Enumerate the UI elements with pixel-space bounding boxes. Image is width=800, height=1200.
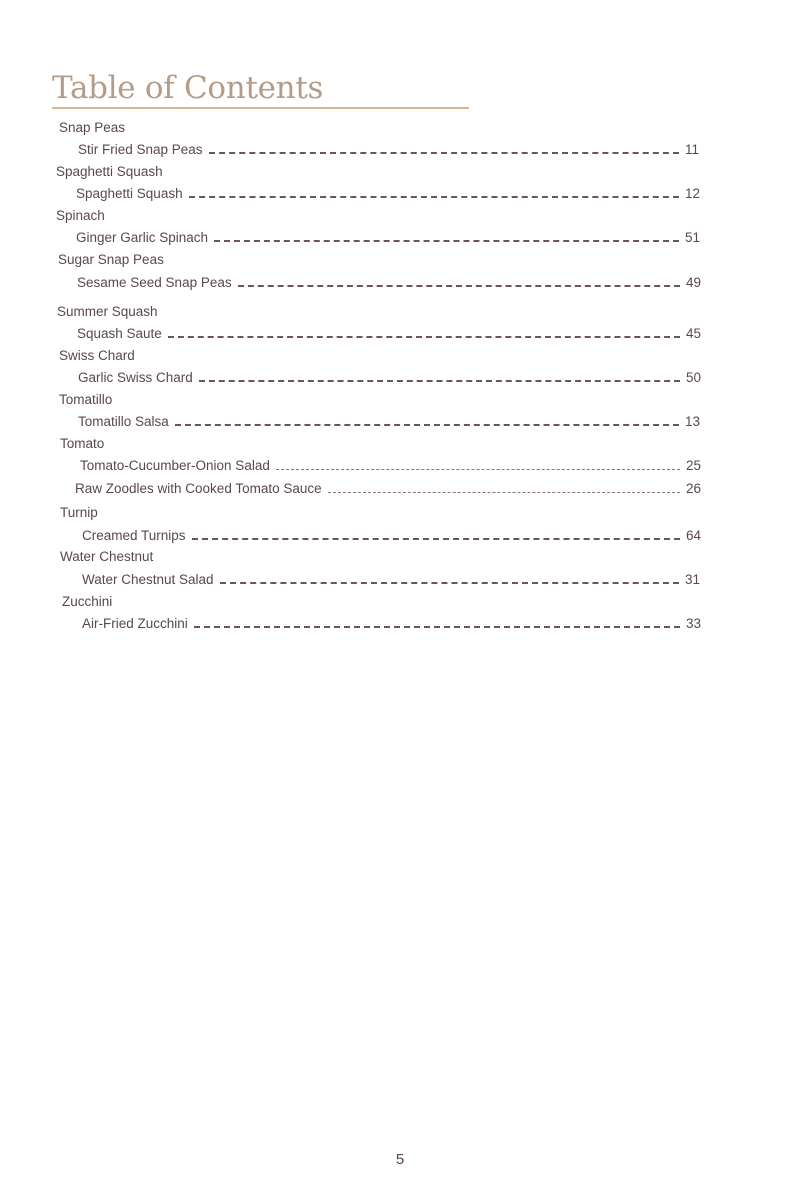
toc-entry-title: Squash Saute: [77, 326, 162, 341]
toc-entry-page: 49: [685, 275, 701, 290]
toc-entry-title: Spaghetti Squash: [76, 186, 183, 201]
toc-category: Water Chestnut: [60, 549, 154, 564]
toc-entry[interactable]: [80, 457, 701, 475]
toc-category: Swiss Chard: [59, 348, 135, 363]
toc-entry-page: 12: [684, 186, 700, 201]
toc-entry-title: Ginger Garlic Spinach: [76, 230, 209, 245]
toc-entry[interactable]: [77, 274, 701, 292]
dot-leader: [192, 538, 680, 540]
toc-entry[interactable]: [78, 369, 701, 387]
toc-category: Snap Peas: [59, 120, 126, 135]
toc-entry-page: 26: [685, 481, 701, 496]
toc-category: Sugar Snap Peas: [58, 252, 164, 267]
toc-category: Turnip: [60, 505, 98, 520]
dot-leader: [209, 152, 679, 154]
toc-entry-title: Tomato-Cucumber-Onion Salad: [80, 458, 270, 473]
toc-entry-page: 11: [684, 142, 699, 157]
toc-category: Zucchini: [62, 594, 113, 609]
page-title: Table of Contents: [52, 70, 324, 106]
toc-entry[interactable]: [82, 615, 701, 633]
page-number: 5: [395, 1151, 405, 1168]
dot-leader: [175, 424, 679, 426]
toc-entry-title: Raw Zoodles with Cooked Tomato Sauce: [75, 481, 322, 496]
toc-entry[interactable]: [78, 413, 700, 431]
toc-category: Summer Squash: [57, 304, 158, 319]
toc-entry-page: 25: [685, 458, 701, 473]
dot-leader: [189, 196, 679, 198]
toc-entry-title: Sesame Seed Snap Peas: [77, 275, 232, 290]
toc-entry-page: 50: [685, 370, 701, 385]
toc-entry[interactable]: [76, 185, 700, 203]
toc-entry[interactable]: [76, 229, 700, 247]
toc-entry-title: Air-Fried Zucchini: [82, 616, 188, 631]
dot-leader: [328, 492, 680, 493]
toc-category: Spaghetti Squash: [56, 164, 163, 179]
toc-entry-page: 51: [684, 230, 700, 245]
toc-entry[interactable]: [77, 325, 701, 343]
toc-entry[interactable]: [75, 480, 701, 498]
toc-category: Tomatillo: [59, 392, 113, 407]
toc-entry[interactable]: [82, 527, 701, 545]
dot-leader: [199, 380, 680, 382]
dot-leader: [276, 469, 680, 470]
dot-leader: [220, 582, 679, 584]
toc-entry[interactable]: [78, 141, 699, 159]
dot-leader: [214, 240, 679, 242]
toc-entry-page: 13: [684, 414, 700, 429]
toc-category: Tomato: [60, 436, 105, 451]
toc-entry-page: 33: [685, 616, 701, 631]
toc-entry-page: 64: [685, 528, 701, 543]
dot-leader: [194, 626, 680, 628]
toc-entry-page: 31: [684, 572, 700, 587]
toc-entry-title: Tomatillo Salsa: [78, 414, 169, 429]
dot-leader: [168, 336, 680, 338]
toc-entry-title: Water Chestnut Salad: [82, 572, 214, 587]
toc-entry-title: Creamed Turnips: [82, 528, 186, 543]
toc-category: Spinach: [56, 208, 105, 223]
toc-entry-title: Stir Fried Snap Peas: [78, 142, 203, 157]
dot-leader: [238, 285, 680, 287]
toc-entry-title: Garlic Swiss Chard: [78, 370, 193, 385]
toc-entry[interactable]: [82, 571, 700, 589]
toc-entry-page: 45: [685, 326, 701, 341]
